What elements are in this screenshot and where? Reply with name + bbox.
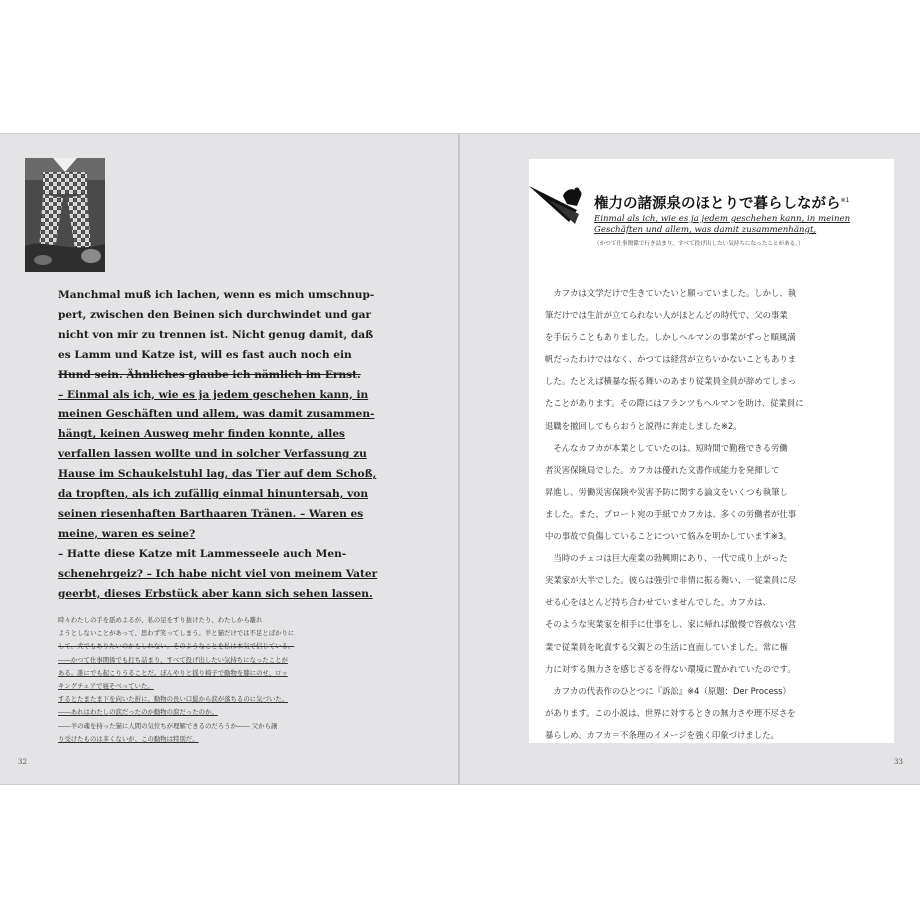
body-text [545, 282, 880, 746]
text-line: 実業家が大半でした。彼らは強引で非情に振る舞い、一従業員に尽 [545, 575, 797, 586]
text-line: meinen Geschäften und allem, was damit zusammen- [58, 408, 375, 421]
text-line: da tropften, als ich zufällig einmal hinuntersah, von [58, 488, 369, 501]
text-line: 者災害保険局でした。カフカは優れた文書作成能力を発揮して [545, 464, 780, 475]
text-line: 帆だったわけではなく、かつては経営が立ちいかないこともありま [545, 354, 797, 365]
text-line: pert, zwischen den Beinen sich durchwindet und gar [58, 308, 372, 321]
text-line: 業で従業員を叱責する父親との生活に直面していました。常に権 [545, 641, 788, 652]
text-line: Hause im Schaukelstuhl lag, das Tier auf dem Schoß, [58, 468, 377, 481]
text-line: を手伝うこともありました。しかしヘルマンの事業がずっと順風満 [545, 332, 796, 343]
bird-logo-icon [529, 184, 587, 224]
text-line: 退職を撤回してもらおうと説得に奔走しました※2。 [545, 420, 742, 431]
text-line: ある。誰にでも起こりうることだ。ぼんやりと揺り椅子で動物を膝にのせ、ロッ [58, 668, 288, 677]
text-line: Einmal als ich, wie es ja jedem geschehen kann, in meinen [594, 214, 851, 224]
text-line: schenehrgeiz? – Ich habe nicht viel von meinem Vater [58, 567, 378, 580]
text-line: ――あれはわたしの涙だったのか動物の涙だったのか。 [58, 708, 218, 717]
text-line: り受けたものは多くないが、この動物は特別だ。 [58, 734, 199, 743]
text-line: Geschäften und allem, was damit zusammenhängt, [594, 225, 817, 235]
text-line: した。たとえば横暴な振る舞いのあまり従業員全員が辞めてしまっ [545, 376, 797, 387]
text-line: があります。この小説は、世界に対するときの無力さや理不尽さを [545, 707, 796, 718]
section-title: 権力の諸源泉のほとりで暮らしながら$^{※1}$ [594, 196, 850, 212]
text-line: 暴らしめ、カフカ＝不条理のイメージを強く印象づけました。 [545, 729, 779, 740]
text-line: キングチェアで寝そべっていた。 [58, 682, 154, 691]
text-line: – Einmal als ich, wie es ja jedem geschehen kann, in [58, 388, 369, 401]
text-line: 力に対する無力さを感じざるを得ない環境に置かれていたのです。 [545, 663, 796, 674]
text-line: ――羊の魂を持った猫に人間の気位ちが理解できるのだろうか―― 父から譲 [58, 721, 278, 730]
text-line: カフカは文学だけで生きていたいと願っていました。しかし、執 [545, 288, 797, 298]
text-line: ようとしないことがあって、思わず笑ってしまう。羊と猫だけでは不足とばかりに [58, 629, 295, 638]
figure-icon [25, 158, 105, 272]
text-line: するとたまたま下を向いた折に、動物の長い口髭から涙が落ちるのに気づいた。 [58, 695, 289, 704]
subtitle-japanese: （かつて仕事関係で行き詰まり、すべて投げ出したい気持ちになったことがある。） [594, 241, 804, 247]
text-line: seinen riesenhaften Barthaaren Tränen. – Waren es [58, 507, 364, 520]
text-line: nicht von mir zu trennen ist. Nicht genug damit, daß [58, 328, 374, 341]
text-panel [529, 159, 894, 743]
text-line: カフカの代表作のひとつに『訴訟』※4（原題：Der Process） [545, 685, 791, 696]
text-line: 中の事故で負傷していることについて悩みを明かしています※3。 [545, 531, 792, 542]
japanese-translation [58, 614, 358, 746]
text-line: geerbt, dieses Erbstück aber kann sich sehen lassen. [58, 587, 373, 600]
page-number-left: 32 [18, 758, 27, 766]
text-line: して、犬でもありたいのかもしれない。そのようなことを私は本気で信じている。 [58, 642, 295, 651]
text-line: ました。また、ブロート宛の手紙でカフカは、多くの労働者が仕事 [545, 508, 797, 519]
page-number-right: 33 [894, 758, 903, 766]
text-line: 当時のチェコは巨大産業の勃興期にあり、一代で成り上がった [545, 553, 788, 564]
text-line: 筆だけでは生計が立てられない人がほとんどの時代で、父の事業 [545, 310, 788, 321]
text-line: verfallen lassen wollte und in solcher Verfassung zu [58, 448, 367, 461]
text-line: 昇進し、労働災害保険や災害予防に関する論文をいくつも執筆し [545, 486, 788, 497]
text-line: meine, waren es seine? [58, 527, 196, 540]
text-line: ――かつて仕事関係でも打ち詰まり、すべて投げ出したい気持ちになったことが [58, 655, 288, 664]
text-line: – Hatte diese Katze mit Lammesseele auch Men- [58, 547, 347, 560]
text-line: es Lamm und Katze ist, will es fast auch noch ein [58, 348, 352, 361]
book-gutter [458, 134, 460, 784]
book-spread [0, 133, 920, 785]
text-line: 時々わたしの手を舐めよるが、私の足をすり抜けたり、わたしから離れ [58, 616, 263, 624]
text-line: Manchmal muß ich lachen, wenn es mich umschnup- [58, 289, 375, 301]
text-line: hängt, keinen Ausweg mehr finden konnte, alles [58, 428, 346, 441]
subtitle-german [594, 214, 894, 236]
text-line: そのような実業家を相手に仕事をし、家に帰れば傲慢で容赦ない営 [545, 619, 797, 630]
text-line: そんなカフカが本業としていたのは、短時間で勤務できる労働 [545, 442, 788, 453]
text-line: せる心をほとんど持ち合わせていませんでした。カフカは、 [545, 597, 772, 608]
illustration-photo [25, 158, 105, 272]
german-excerpt [58, 286, 378, 605]
text-line: たことがあります。その際にはフランツもヘルマンを助け、従業員に [545, 398, 804, 409]
text-line: Hund sein. Ähnliches glaube ich nämlich im Ernst. [58, 368, 361, 381]
